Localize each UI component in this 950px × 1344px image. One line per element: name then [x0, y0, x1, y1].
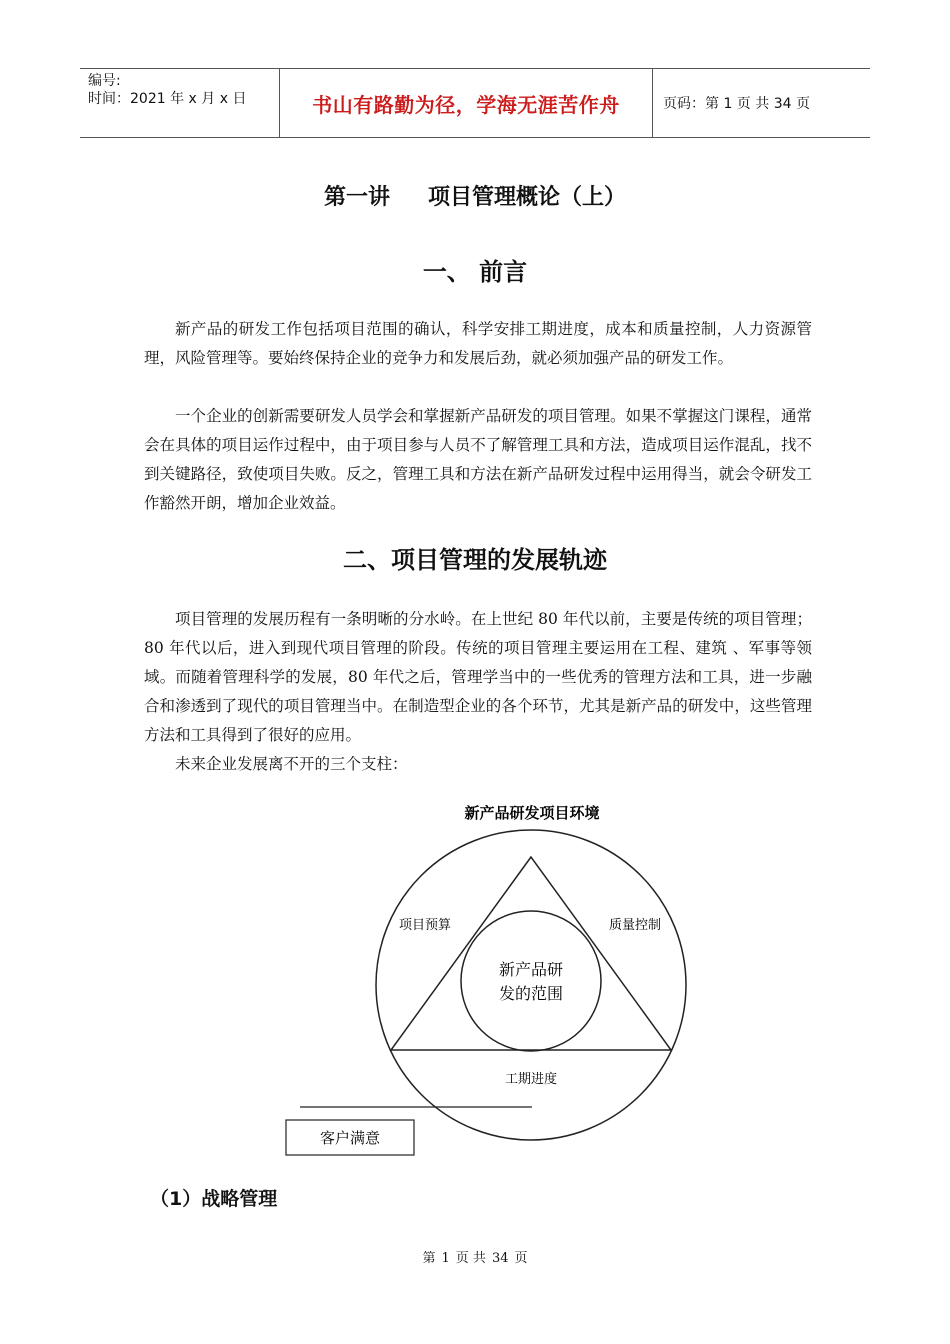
section1-heading: 一、 前言 [422, 258, 528, 286]
diagram-left-label: 项目预算 [398, 918, 452, 933]
footer-total: 34 [491, 1251, 509, 1266]
diagram-bottom-label: 工期进度 [504, 1072, 558, 1087]
section2-paragraph-2: 未来企业发展离不开的三个支柱： [175, 755, 408, 773]
section1-paragraph-1: 新产品的研发工作包括项目范围的确认，科学安排工期进度，成本和质量控制，人力资源管理，风险管理等。要始终保持企业的竞争力和发展后劲，就必须加强产品的研发工作。 [144, 320, 812, 367]
header-meta [80, 69, 280, 137]
project-environment-diagram [280, 795, 710, 1165]
diagram-center-line1: 新产品研 [498, 960, 564, 979]
header-time-label: 时间：2021 年 x 月 x 日 [88, 91, 247, 107]
footer-page: 1 [441, 1251, 450, 1266]
subsection-heading: （1）战略管理 [150, 1188, 278, 1210]
diagram-box-label: 客户满意 [319, 1129, 381, 1147]
diagram-title: 新产品研发项目环境 [464, 804, 600, 822]
header-number-label: 编号: [88, 73, 121, 89]
footer-suffix: 页 [514, 1251, 528, 1266]
header-page-info: 页码：第 1 页 共 34 页 [663, 96, 810, 112]
diagram-center-line2: 发的范围 [498, 984, 564, 1003]
header-motto: 书山有路勤为径，学海无涯苦作舟 [280, 69, 653, 137]
page-header [80, 68, 870, 138]
lecture-title [0, 180, 950, 211]
inner-circle [461, 911, 601, 1051]
lecture-title-part1: 第一讲 [323, 185, 390, 210]
footer-mid: 页 共 [455, 1251, 486, 1266]
page-footer [0, 1247, 950, 1266]
section2-heading: 二、项目管理的发展轨迹 [343, 546, 607, 574]
lecture-title-part2: 项目管理概论（上） [428, 185, 627, 210]
footer-prefix: 第 [422, 1251, 436, 1266]
diagram-right-label: 质量控制 [608, 918, 662, 933]
section2-paragraph-1: 项目管理的发展历程有一条明晰的分水岭。在上世纪 80 年代以前，主要是传统的项目管理；80 年代以后，进入到现代项目管理的阶段。传统的项目管理主要运用在工程、建筑 、军事等领域。而随着管理科学的发展，80 年代之后，管理学当中的一些优秀的管理方法和工具，进一步融合和渗透到了现代的项目管理当中。在制造型企业的各个环节，尤其是新产品的研发中，这些管理方法和工具得到了很好的应用。 [144, 610, 812, 744]
triangle [391, 857, 671, 1050]
section1-paragraph-2: 一个企业的创新需要研发人员学会和掌握新产品研发的项目管理。如果不掌握这门课程，通常会在具体的项目运作过程中，由于项目参与人员不了解管理工具和方法，造成项目运作混乱，找不到关键路径，致使项目失败。反之，管理工具和方法在新产品研发过程中运用得当，就会令研发工作豁然开朗，增加企业效益。 [144, 407, 812, 512]
